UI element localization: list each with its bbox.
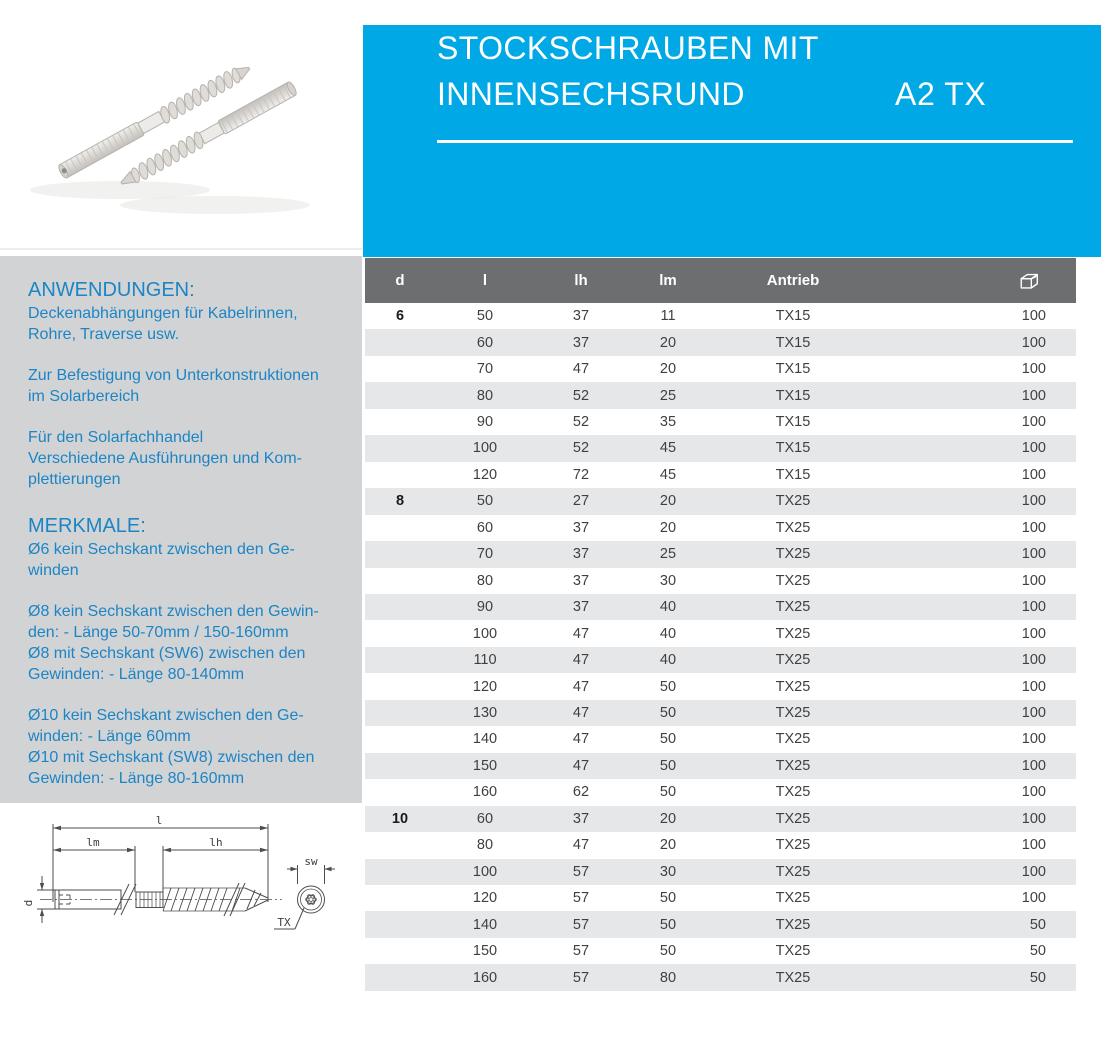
applications-paragraph <box>28 303 348 345</box>
dim-label-lm: lm <box>86 836 100 849</box>
cell-lh: 37 <box>572 308 590 325</box>
cell-lh: 47 <box>572 837 590 854</box>
text-line: Gewinden: - Länge 80-140mm <box>28 666 245 683</box>
col-header-d: d <box>365 258 435 303</box>
col-header-l: l <box>435 258 535 303</box>
dim-label-l: l <box>155 814 163 827</box>
cell-lh: 47 <box>572 705 590 722</box>
cell-lh: 57 <box>572 969 590 986</box>
cell-qty: 100 <box>1021 757 1046 774</box>
cell-antrieb: TX25 <box>775 810 811 827</box>
cell-d <box>365 541 435 567</box>
text-line: Verschiedene Ausführungen und Kom- <box>28 450 302 467</box>
cell-lh: 37 <box>572 599 590 616</box>
features-paragraph <box>28 705 348 789</box>
cell-qty: 100 <box>1021 837 1046 854</box>
header-divider <box>437 140 1073 143</box>
cell-antrieb: TX25 <box>775 784 811 801</box>
cell-lm: 50 <box>659 890 677 907</box>
cell-lh: 62 <box>572 784 590 801</box>
cell-lm: 11 <box>660 308 676 325</box>
cell-qty: 100 <box>1021 863 1046 880</box>
cell-qty: 100 <box>1021 625 1046 642</box>
cell-qty: 100 <box>1021 810 1046 827</box>
cell-l: 140 <box>472 916 498 933</box>
cell-lm: 25 <box>659 387 677 404</box>
cell-d <box>365 726 435 752</box>
table-row <box>365 885 1076 911</box>
cell-qty: 100 <box>1021 519 1046 536</box>
col-header-antrieb: Antrieb <box>709 258 877 303</box>
table-row <box>365 647 1076 673</box>
text-line: Deckenabhängungen für Kabelrinnen, <box>28 305 298 322</box>
cell-l: 60 <box>476 334 494 351</box>
cell-d <box>365 594 435 620</box>
text-line: den: - Länge 50-70mm / 150-160mm <box>28 624 289 641</box>
col-header-qty <box>877 258 1076 303</box>
text-line: Ø8 kein Sechskant zwischen den Gewin- <box>28 603 319 620</box>
cell-l: 60 <box>476 519 494 536</box>
text-line: Ø10 mit Sechskant (SW8) zwischen den <box>28 749 315 766</box>
cell-d <box>365 964 435 990</box>
text-line: Ø10 kein Sechskant zwischen den Ge- <box>28 707 304 724</box>
cell-antrieb: TX25 <box>775 519 811 536</box>
cell-lm: 20 <box>659 837 677 854</box>
cell-d <box>365 779 435 805</box>
cell-d <box>365 885 435 911</box>
table-row <box>365 435 1076 461</box>
text-line: Zur Befestigung von Unterkonstruktionen <box>28 367 319 384</box>
cell-lm: 50 <box>659 916 677 933</box>
table-row <box>365 541 1076 567</box>
cell-qty: 100 <box>1021 652 1046 669</box>
cell-lh: 47 <box>572 731 590 748</box>
cell-lh: 52 <box>572 414 590 431</box>
table-row <box>365 620 1076 646</box>
table-row <box>365 515 1076 541</box>
cell-lh: 47 <box>572 652 590 669</box>
cell-antrieb: TX25 <box>775 969 811 986</box>
cell-d <box>365 673 435 699</box>
product-photo <box>0 0 362 248</box>
text-line: plettierungen <box>28 471 121 488</box>
cell-antrieb: TX15 <box>775 466 811 483</box>
cell-lm: 20 <box>659 810 677 827</box>
spec-table <box>365 258 1076 991</box>
cell-d: 10 <box>391 810 409 827</box>
cell-lm: 50 <box>659 731 677 748</box>
cell-l: 70 <box>476 546 494 563</box>
features-paragraph <box>28 601 348 685</box>
cell-d <box>365 409 435 435</box>
cell-lh: 37 <box>572 334 590 351</box>
cell-d: 8 <box>395 493 405 510</box>
text-line: Für den Solarfachhandel <box>28 429 204 446</box>
cell-l: 100 <box>472 625 498 642</box>
cell-d <box>365 568 435 594</box>
cell-lh: 47 <box>572 678 590 695</box>
spec-table-body <box>365 303 1076 991</box>
cell-l: 140 <box>472 731 498 748</box>
cell-qty: 100 <box>1021 414 1046 431</box>
table-row <box>365 911 1076 937</box>
cell-lm: 20 <box>659 334 677 351</box>
cell-lm: 30 <box>659 863 677 880</box>
table-row <box>365 673 1076 699</box>
table-row <box>365 356 1076 382</box>
cell-lh: 37 <box>572 810 590 827</box>
table-row <box>365 303 1076 329</box>
cell-l: 80 <box>476 387 494 404</box>
cell-antrieb: TX15 <box>775 440 811 457</box>
cell-lm: 20 <box>659 361 677 378</box>
cell-d: 6 <box>395 308 405 325</box>
cell-d <box>365 832 435 858</box>
cell-qty: 50 <box>1029 969 1046 986</box>
cell-qty: 100 <box>1021 466 1046 483</box>
col-header-lm: lm <box>627 258 709 303</box>
text-line: Ø8 mit Sechskant (SW6) zwischen den <box>28 645 306 662</box>
cell-d <box>365 859 435 885</box>
cell-d <box>365 462 435 488</box>
cell-antrieb: TX25 <box>775 943 811 960</box>
cell-d <box>365 620 435 646</box>
table-row <box>365 462 1076 488</box>
cell-qty: 100 <box>1021 334 1046 351</box>
cell-qty: 50 <box>1029 943 1046 960</box>
cell-qty: 100 <box>1021 678 1046 695</box>
cell-lh: 57 <box>572 863 590 880</box>
cell-lm: 30 <box>659 572 677 589</box>
cell-qty: 100 <box>1021 361 1046 378</box>
cell-qty: 100 <box>1021 731 1046 748</box>
cell-qty: 100 <box>1021 387 1046 404</box>
cell-l: 110 <box>473 652 497 669</box>
cell-lh: 47 <box>572 625 590 642</box>
table-row <box>365 779 1076 805</box>
cell-l: 120 <box>472 466 498 483</box>
cell-lh: 52 <box>572 387 590 404</box>
cell-antrieb: TX25 <box>775 916 811 933</box>
cell-antrieb: TX25 <box>775 757 811 774</box>
cell-d <box>365 700 435 726</box>
cell-l: 50 <box>476 308 494 325</box>
cell-l: 150 <box>472 757 498 774</box>
cell-lm: 50 <box>659 678 677 695</box>
text-line: winden: - Länge 60mm <box>28 728 191 745</box>
cell-l: 160 <box>472 969 498 986</box>
page-title <box>437 25 819 117</box>
cell-qty: 100 <box>1021 784 1046 801</box>
applications-paragraph <box>28 365 348 407</box>
cell-l: 60 <box>476 810 494 827</box>
cell-lh: 57 <box>572 916 590 933</box>
cell-d <box>365 382 435 408</box>
cell-lh: 47 <box>572 361 590 378</box>
page-title-line2: INNENSECHSRUND <box>437 76 745 112</box>
cell-antrieb: TX25 <box>775 493 811 510</box>
cell-antrieb: TX25 <box>775 678 811 695</box>
cell-l: 90 <box>476 599 494 616</box>
text-line: winden <box>28 562 79 579</box>
cell-lm: 50 <box>659 943 677 960</box>
spec-table-header <box>365 258 1076 303</box>
text-line: Ø6 kein Sechskant zwischen den Ge- <box>28 541 295 558</box>
info-panel <box>0 256 362 803</box>
package-icon <box>1017 270 1042 292</box>
text-line: im Solarbereich <box>28 388 140 405</box>
features-heading: MERKMALE: <box>28 515 146 537</box>
page-title-line1: STOCKSCHRAUBEN MIT <box>437 30 819 66</box>
table-row <box>365 382 1076 408</box>
cell-antrieb: TX25 <box>775 731 811 748</box>
cell-lh: 37 <box>572 572 590 589</box>
cell-qty: 100 <box>1021 440 1046 457</box>
technical-drawing <box>2 810 370 970</box>
cell-qty: 100 <box>1021 546 1046 563</box>
cell-lm: 40 <box>659 652 677 669</box>
cell-l: 130 <box>472 705 498 722</box>
dim-label-lh: lh <box>209 836 223 849</box>
table-row <box>365 409 1076 435</box>
cell-qty: 50 <box>1029 916 1046 933</box>
text-line: Gewinden: - Länge 80-160mm <box>28 770 245 787</box>
cell-lm: 40 <box>659 599 677 616</box>
cell-lh: 37 <box>572 546 590 563</box>
table-row <box>365 859 1076 885</box>
cell-lm: 20 <box>659 519 677 536</box>
cell-d <box>365 329 435 355</box>
cell-antrieb: TX25 <box>775 890 811 907</box>
cell-antrieb: TX25 <box>775 546 811 563</box>
cell-antrieb: TX25 <box>775 837 811 854</box>
cell-antrieb: TX15 <box>775 361 811 378</box>
cell-l: 80 <box>476 837 494 854</box>
table-row <box>365 329 1076 355</box>
product-photo-area <box>0 0 362 250</box>
cell-lh: 57 <box>572 943 590 960</box>
cell-lh: 57 <box>572 890 590 907</box>
cell-antrieb: TX15 <box>775 414 811 431</box>
cell-l: 80 <box>476 572 494 589</box>
cell-lh: 72 <box>572 466 590 483</box>
cell-d <box>365 753 435 779</box>
cell-lh: 27 <box>572 493 590 510</box>
text-line: Rohre, Traverse usw. <box>28 326 180 343</box>
cell-qty: 100 <box>1021 308 1046 325</box>
features-paragraph <box>28 539 348 581</box>
cell-antrieb: TX25 <box>775 705 811 722</box>
table-row <box>365 832 1076 858</box>
table-row <box>365 488 1076 514</box>
cell-d <box>365 515 435 541</box>
table-row <box>365 964 1076 990</box>
cell-l: 70 <box>476 361 494 378</box>
cell-antrieb: TX15 <box>775 334 811 351</box>
cell-lh: 47 <box>572 757 590 774</box>
cell-d <box>365 938 435 964</box>
cell-lm: 80 <box>659 969 677 986</box>
cell-lm: 35 <box>659 414 677 431</box>
cell-lh: 37 <box>572 519 590 536</box>
material-grade-label: A2 TX <box>895 76 987 112</box>
cell-l: 150 <box>472 943 498 960</box>
table-row <box>365 700 1076 726</box>
cell-l: 120 <box>472 890 498 907</box>
cell-antrieb: TX15 <box>775 308 811 325</box>
cell-qty: 100 <box>1021 572 1046 589</box>
cell-d <box>365 911 435 937</box>
cell-lm: 45 <box>659 466 677 483</box>
cell-lm: 40 <box>659 625 677 642</box>
cell-antrieb: TX25 <box>775 572 811 589</box>
cell-antrieb: TX25 <box>775 652 811 669</box>
table-row <box>365 806 1076 832</box>
cell-lm: 50 <box>659 705 677 722</box>
cell-qty: 100 <box>1021 890 1046 907</box>
table-row <box>365 726 1076 752</box>
cell-d <box>365 435 435 461</box>
dim-label-sw: sw <box>304 855 318 868</box>
cell-lm: 50 <box>659 784 677 801</box>
cell-l: 50 <box>476 493 494 510</box>
cell-l: 100 <box>472 863 498 880</box>
cell-antrieb: TX25 <box>775 599 811 616</box>
cell-lm: 45 <box>659 440 677 457</box>
cell-l: 100 <box>472 440 498 457</box>
cell-antrieb: TX25 <box>775 625 811 642</box>
cell-antrieb: TX25 <box>775 863 811 880</box>
table-row <box>365 938 1076 964</box>
cell-antrieb: TX15 <box>775 387 811 404</box>
table-row <box>365 594 1076 620</box>
cell-qty: 100 <box>1021 493 1046 510</box>
cell-lm: 25 <box>659 546 677 563</box>
cell-d <box>365 647 435 673</box>
cell-qty: 100 <box>1021 599 1046 616</box>
col-header-lh: lh <box>535 258 627 303</box>
cell-d <box>365 356 435 382</box>
cell-lh: 52 <box>572 440 590 457</box>
applications-paragraph <box>28 427 348 490</box>
dim-label-d: d <box>22 899 35 907</box>
cell-l: 90 <box>476 414 494 431</box>
drive-label-tx: TX <box>277 916 291 929</box>
cell-l: 120 <box>472 678 498 695</box>
header-block <box>363 25 1101 257</box>
cell-lm: 20 <box>659 493 677 510</box>
cell-l: 160 <box>472 784 498 801</box>
applications-heading: ANWENDUNGEN: <box>28 279 195 301</box>
cell-qty: 100 <box>1021 705 1046 722</box>
cell-lm: 50 <box>659 757 677 774</box>
table-row <box>365 753 1076 779</box>
table-row <box>365 568 1076 594</box>
